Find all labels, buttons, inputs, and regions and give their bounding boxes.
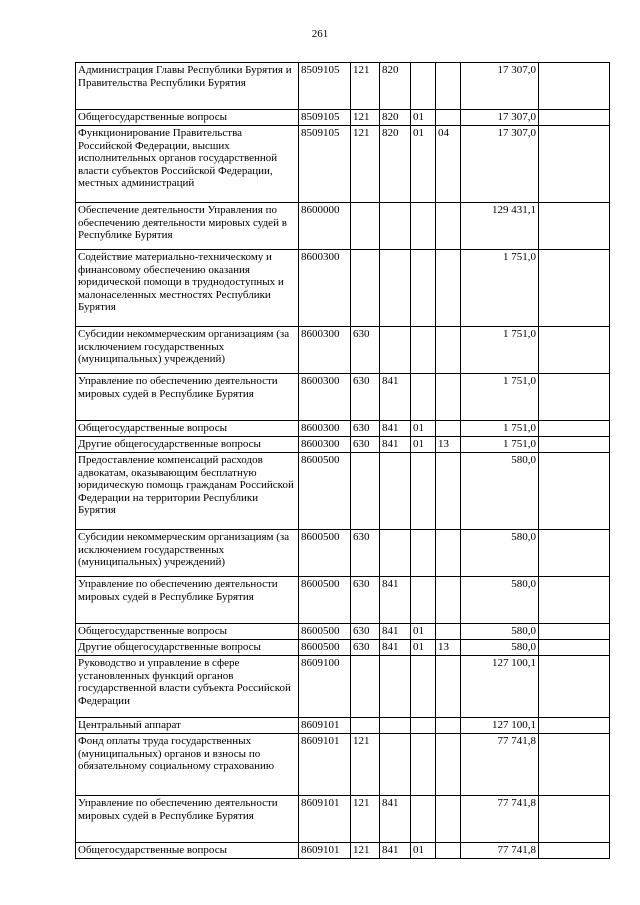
- cell-expense-type: [351, 453, 380, 530]
- budget-table: [75, 62, 610, 859]
- cell-amount: 77 741,8: [461, 843, 539, 859]
- table-row: [76, 110, 610, 126]
- cell-name: Субсидии некоммерческим организациям (за исключением государственных (муниципальных) учреждений): [76, 530, 299, 577]
- cell-empty: [539, 250, 610, 327]
- table-row: [76, 530, 610, 577]
- cell-name: Другие общегосударственные вопросы: [76, 640, 299, 656]
- cell-section: [411, 796, 436, 843]
- cell-name: Управление по обеспечению деятельности мировых судей в Республике Бурятия: [76, 577, 299, 624]
- cell-name: Другие общегосударственные вопросы: [76, 437, 299, 453]
- cell-admin-code: 841: [380, 437, 411, 453]
- cell-name: Обеспечение деятельности Управления по обеспечению деятельности мировых судей в Республике Бурятия: [76, 203, 299, 250]
- cell-admin-code: 820: [380, 63, 411, 110]
- cell-subsection: [436, 577, 461, 624]
- cell-section: [411, 718, 436, 734]
- cell-admin-code: 841: [380, 624, 411, 640]
- cell-subsection: [436, 530, 461, 577]
- cell-target-article: 8600500: [299, 640, 351, 656]
- cell-empty: [539, 453, 610, 530]
- cell-subsection: [436, 656, 461, 718]
- cell-subsection: [436, 718, 461, 734]
- cell-subsection: 13: [436, 640, 461, 656]
- cell-admin-code: 841: [380, 640, 411, 656]
- cell-target-article: 8600500: [299, 577, 351, 624]
- cell-admin-code: [380, 327, 411, 374]
- page-number: 261: [311, 28, 329, 40]
- cell-subsection: [436, 110, 461, 126]
- cell-empty: [539, 110, 610, 126]
- cell-target-article: 8600300: [299, 327, 351, 374]
- cell-target-article: 8600300: [299, 437, 351, 453]
- table-row: [76, 437, 610, 453]
- cell-target-article: 8509105: [299, 126, 351, 203]
- cell-expense-type: 630: [351, 437, 380, 453]
- cell-amount: 17 307,0: [461, 110, 539, 126]
- cell-section: [411, 453, 436, 530]
- cell-admin-code: 820: [380, 110, 411, 126]
- cell-admin-code: [380, 203, 411, 250]
- cell-target-article: 8609101: [299, 718, 351, 734]
- cell-admin-code: [380, 734, 411, 796]
- cell-name: Функционирование Правительства Российской Федерации, высших исполнительных органов государственной власти субъектов Российской Федерации, местных администраций: [76, 126, 299, 203]
- cell-section: [411, 327, 436, 374]
- cell-empty: [539, 327, 610, 374]
- cell-amount: 77 741,8: [461, 734, 539, 796]
- cell-empty: [539, 63, 610, 110]
- cell-amount: 127 100,1: [461, 656, 539, 718]
- cell-subsection: [436, 624, 461, 640]
- cell-subsection: [436, 63, 461, 110]
- cell-section: [411, 63, 436, 110]
- cell-expense-type: [351, 250, 380, 327]
- cell-amount: 1 751,0: [461, 327, 539, 374]
- cell-subsection: [436, 421, 461, 437]
- cell-amount: 77 741,8: [461, 796, 539, 843]
- cell-name: Общегосударственные вопросы: [76, 110, 299, 126]
- cell-admin-code: 841: [380, 421, 411, 437]
- cell-subsection: [436, 327, 461, 374]
- cell-target-article: 8600500: [299, 453, 351, 530]
- cell-expense-type: 630: [351, 374, 380, 421]
- cell-name: Центральный аппарат: [76, 718, 299, 734]
- cell-empty: [539, 530, 610, 577]
- cell-section: [411, 577, 436, 624]
- cell-name: Управление по обеспечению деятельности мировых судей в Республике Бурятия: [76, 796, 299, 843]
- cell-target-article: 8600300: [299, 250, 351, 327]
- cell-expense-type: 630: [351, 530, 380, 577]
- table-row: [76, 374, 610, 421]
- cell-expense-type: 630: [351, 421, 380, 437]
- cell-subsection: 13: [436, 437, 461, 453]
- cell-amount: 17 307,0: [461, 126, 539, 203]
- cell-admin-code: 841: [380, 577, 411, 624]
- cell-section: 01: [411, 843, 436, 859]
- cell-section: 01: [411, 421, 436, 437]
- cell-target-article: 8600300: [299, 421, 351, 437]
- cell-expense-type: 121: [351, 796, 380, 843]
- cell-admin-code: [380, 453, 411, 530]
- cell-empty: [539, 421, 610, 437]
- cell-empty: [539, 437, 610, 453]
- cell-admin-code: 841: [380, 374, 411, 421]
- cell-expense-type: [351, 203, 380, 250]
- cell-target-article: 8609100: [299, 656, 351, 718]
- cell-amount: 1 751,0: [461, 421, 539, 437]
- table-row: [76, 250, 610, 327]
- cell-section: 01: [411, 624, 436, 640]
- cell-name: Содействие материально-техническому и финансовому обеспечению оказания юридической помощи в труднодоступных и малонаселенных местностях Республики Бурятия: [76, 250, 299, 327]
- cell-empty: [539, 796, 610, 843]
- table-row: [76, 421, 610, 437]
- cell-expense-type: [351, 656, 380, 718]
- cell-expense-type: 630: [351, 577, 380, 624]
- cell-name: Управление по обеспечению деятельности мировых судей в Республике Бурятия: [76, 374, 299, 421]
- table-row: [76, 796, 610, 843]
- cell-expense-type: [351, 718, 380, 734]
- table-row: [76, 734, 610, 796]
- cell-expense-type: 121: [351, 734, 380, 796]
- cell-admin-code: [380, 718, 411, 734]
- cell-empty: [539, 734, 610, 796]
- cell-empty: [539, 203, 610, 250]
- cell-subsection: [436, 843, 461, 859]
- cell-expense-type: 630: [351, 624, 380, 640]
- cell-expense-type: 121: [351, 843, 380, 859]
- cell-admin-code: 841: [380, 843, 411, 859]
- table-row: [76, 203, 610, 250]
- cell-section: 01: [411, 110, 436, 126]
- cell-target-article: 8609101: [299, 796, 351, 843]
- cell-section: [411, 203, 436, 250]
- cell-empty: [539, 656, 610, 718]
- cell-empty: [539, 577, 610, 624]
- cell-subsection: 04: [436, 126, 461, 203]
- cell-target-article: 8600500: [299, 530, 351, 577]
- cell-subsection: [436, 453, 461, 530]
- cell-name: Общегосударственные вопросы: [76, 624, 299, 640]
- cell-name: Фонд оплаты труда государственных (муниципальных) органов и взносы по обязательному социальному страхованию: [76, 734, 299, 796]
- cell-name: Субсидии некоммерческим организациям (за исключением государственных (муниципальных) учреждений): [76, 327, 299, 374]
- cell-section: [411, 374, 436, 421]
- cell-expense-type: 121: [351, 63, 380, 110]
- cell-amount: 1 751,0: [461, 250, 539, 327]
- cell-empty: [539, 640, 610, 656]
- cell-admin-code: 841: [380, 796, 411, 843]
- cell-empty: [539, 126, 610, 203]
- cell-empty: [539, 624, 610, 640]
- table-row: [76, 126, 610, 203]
- cell-target-article: 8600000: [299, 203, 351, 250]
- cell-amount: 580,0: [461, 624, 539, 640]
- cell-target-article: 8509105: [299, 110, 351, 126]
- cell-section: 01: [411, 437, 436, 453]
- table-row: [76, 843, 610, 859]
- cell-section: 01: [411, 640, 436, 656]
- cell-expense-type: 121: [351, 126, 380, 203]
- cell-expense-type: 630: [351, 640, 380, 656]
- cell-target-article: 8600500: [299, 624, 351, 640]
- cell-amount: 1 751,0: [461, 374, 539, 421]
- cell-admin-code: 820: [380, 126, 411, 203]
- cell-subsection: [436, 734, 461, 796]
- cell-target-article: 8509105: [299, 63, 351, 110]
- cell-section: 01: [411, 126, 436, 203]
- cell-amount: 580,0: [461, 640, 539, 656]
- table-row: [76, 718, 610, 734]
- cell-section: [411, 734, 436, 796]
- cell-name: Администрация Главы Республики Бурятия и Правительства Республики Бурятия: [76, 63, 299, 110]
- cell-expense-type: 630: [351, 327, 380, 374]
- cell-empty: [539, 843, 610, 859]
- cell-section: [411, 250, 436, 327]
- table-row: [76, 624, 610, 640]
- cell-name: Руководство и управление в сфере установленных функций органов государственной власти субъекта Российской Федерации: [76, 656, 299, 718]
- table-row: [76, 453, 610, 530]
- table-row: [76, 327, 610, 374]
- cell-expense-type: 121: [351, 110, 380, 126]
- cell-name: Предоставление компенсаций расходов адвокатам, оказывающим бесплатную юридическую помощь гражданам Российской Федерации на территории Республики Бурятия: [76, 453, 299, 530]
- cell-amount: 580,0: [461, 577, 539, 624]
- table-row: [76, 640, 610, 656]
- table-row: [76, 656, 610, 718]
- cell-amount: 129 431,1: [461, 203, 539, 250]
- cell-empty: [539, 718, 610, 734]
- cell-amount: 1 751,0: [461, 437, 539, 453]
- cell-subsection: [436, 250, 461, 327]
- table-row: [76, 63, 610, 110]
- cell-admin-code: [380, 656, 411, 718]
- cell-target-article: 8609101: [299, 734, 351, 796]
- table-body: [76, 63, 610, 859]
- cell-amount: 127 100,1: [461, 718, 539, 734]
- cell-section: [411, 656, 436, 718]
- cell-target-article: 8609101: [299, 843, 351, 859]
- table-row: [76, 577, 610, 624]
- cell-amount: 17 307,0: [461, 63, 539, 110]
- cell-empty: [539, 374, 610, 421]
- cell-target-article: 8600300: [299, 374, 351, 421]
- cell-amount: 580,0: [461, 453, 539, 530]
- cell-section: [411, 530, 436, 577]
- cell-amount: 580,0: [461, 530, 539, 577]
- cell-name: Общегосударственные вопросы: [76, 843, 299, 859]
- cell-admin-code: [380, 250, 411, 327]
- cell-subsection: [436, 374, 461, 421]
- cell-admin-code: [380, 530, 411, 577]
- cell-subsection: [436, 203, 461, 250]
- cell-name: Общегосударственные вопросы: [76, 421, 299, 437]
- cell-subsection: [436, 796, 461, 843]
